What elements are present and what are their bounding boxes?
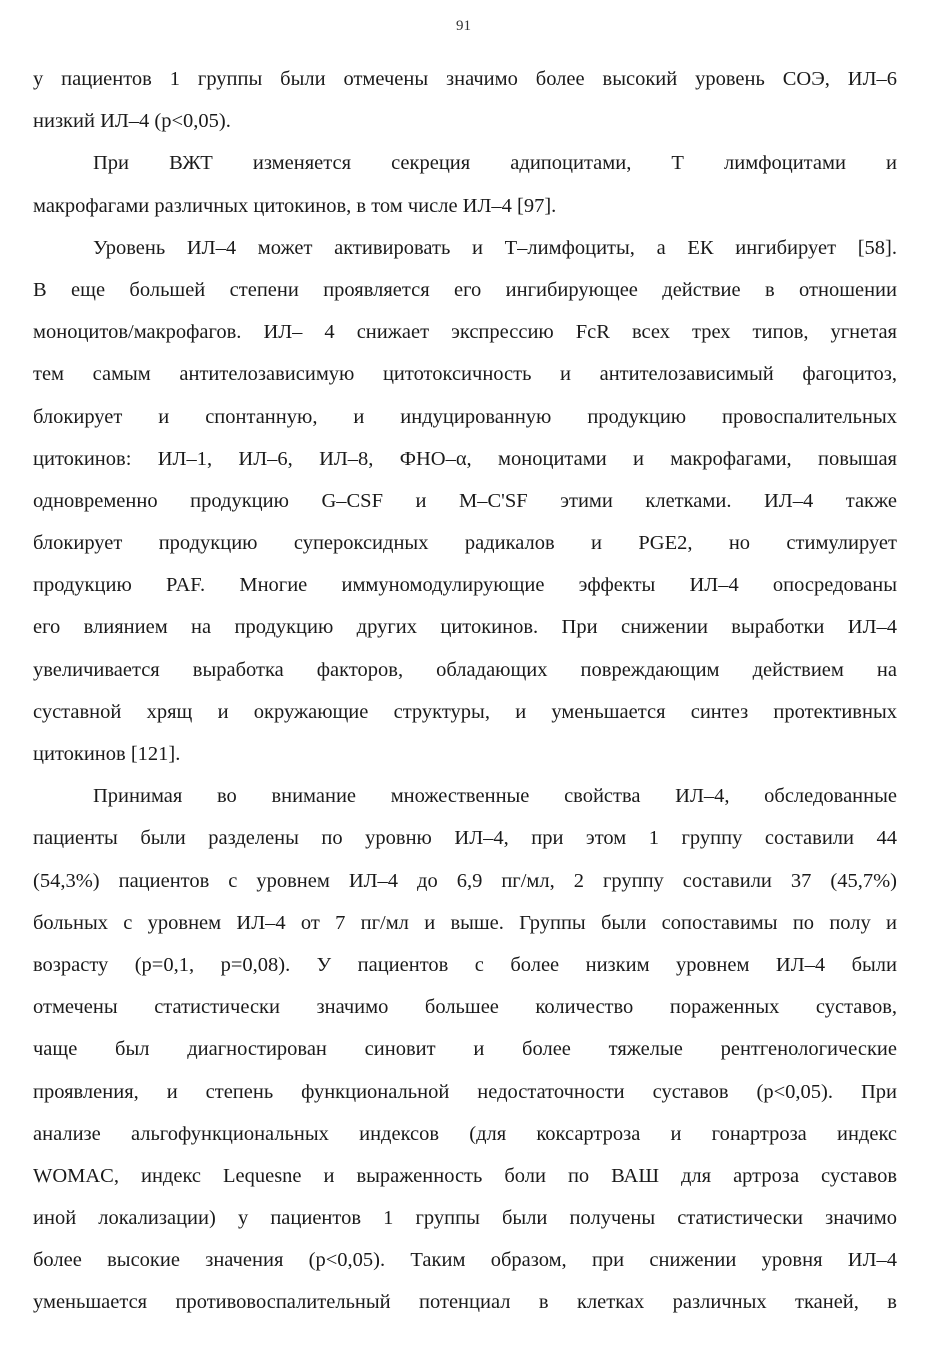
text-line: увеличивается выработка факторов, обладающих повреждающим действием на	[33, 658, 897, 681]
text-line: низкий ИЛ–4 (р<0,05).	[33, 110, 231, 133]
text-line: отмечены статистически значимо большее количество пораженных суставов,	[33, 996, 897, 1019]
text-line: цитокинов: ИЛ–1, ИЛ–6, ИЛ–8, ФНО–α, моноцитами и макрофагами, повышая	[33, 447, 897, 470]
text-line: блокирует и спонтанную, и индуцированную продукцию провоспалительных	[33, 405, 897, 428]
text-line: суставной хрящ и окружающие структуры, и уменьшается синтез протективных	[33, 700, 897, 723]
text-line: Уровень ИЛ–4 может активировать и Т–лимфоциты, а ЕК ингибирует [58].	[93, 236, 897, 259]
text-line: чаще был диагностирован синовит и более тяжелые рентгенологические	[33, 1038, 897, 1061]
text-line: у пациентов 1 группы были отмечены значимо более высокий уровень СОЭ, ИЛ–6	[33, 68, 897, 90]
text-line: проявления, и степень функциональной недостаточности суставов (р<0,05). При	[33, 1080, 897, 1103]
text-line: продукцию PAF. Многие иммуномодулирующие эффекты ИЛ–4 опосредованы	[33, 574, 897, 597]
text-line: возрасту (р=0,1, р=0,08). У пациентов с более низким уровнем ИЛ–4 были	[33, 953, 897, 976]
text-line: В еще большей степени проявляется его ингибирующее действие в отношении	[33, 278, 897, 301]
text-line: более высокие значения (р<0,05). Таким образом, при снижении уровня ИЛ–4	[33, 1249, 897, 1272]
text-line: WOMAC, индекс Lequesne и выраженность боли по ВАШ для артроза суставов	[33, 1164, 897, 1187]
text-line: макрофагами различных цитокинов, в том числе ИЛ–4 [97].	[33, 194, 557, 217]
text-line: цитокинов [121].	[33, 743, 181, 765]
text-line: уменьшается противовоспалительный потенциал в клетках различных тканей, в	[33, 1291, 897, 1314]
text-line: моноцитов/макрофагов. ИЛ– 4 снижает экспрессию FcR всех трех типов, угнетая	[33, 321, 897, 344]
text-line: При ВЖТ изменяется секреция адипоцитами, Т лимфоцитами и	[93, 152, 897, 175]
text-line: тем самым антителозависимую цитотоксичность и антителозависимый фагоцитоз,	[33, 363, 897, 386]
text-line: его влиянием на продукцию других цитокинов. При снижении выработки ИЛ–4	[33, 616, 897, 639]
text-line: одновременно продукцию G–CSF и M–C'SF этими клетками. ИЛ–4 также	[33, 489, 897, 512]
text-line: (54,3%) пациентов с уровнем ИЛ–4 до 6,9 пг/мл, 2 группу составили 37 (45,7%)	[33, 869, 897, 892]
text-line: пациенты были разделены по уровню ИЛ–4, при этом 1 группу составили 44	[33, 827, 897, 850]
text-line: анализе альгофункциональных индексов (для коксартроза и гонартроза индекс	[33, 1122, 897, 1145]
text-line: больных с уровнем ИЛ–4 от 7 пг/мл и выше. Группы были сопоставимы по полу и	[33, 911, 897, 934]
text-line: блокирует продукцию супероксидных радикалов и PGE2, но стимулирует	[33, 532, 897, 555]
page-number: 91	[456, 18, 471, 34]
document-body	[33, 58, 897, 1324]
text-line: Принимая во внимание множественные свойства ИЛ–4, обследованные	[93, 785, 897, 808]
text-line: иной локализации) у пациентов 1 группы были получены статистически значимо	[33, 1207, 897, 1230]
